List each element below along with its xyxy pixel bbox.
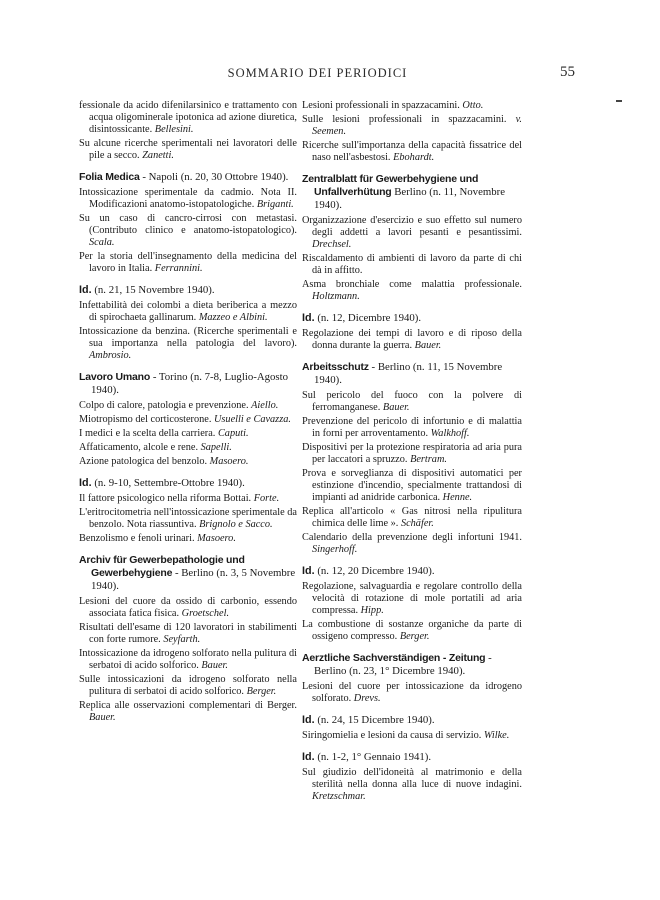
- article-entry: Affaticamento, alcole e rene. Sapelli.: [79, 442, 232, 453]
- left-column: [79, 100, 297, 726]
- margin-mark: [616, 100, 622, 102]
- running-title: SOMMARIO DEI PERIODICI: [227, 66, 408, 80]
- journal-heading: Arbeitsschutz - Berlino (n. 11, 15 Novembre 1940).: [302, 361, 503, 386]
- journal-heading: Aerztliche Sachverständigen - Zeitung - Berlino (n. 23, 1° Dicembre 1940).: [302, 652, 492, 677]
- article-entry: Intossicazione sperimentale da cadmio. Nota II. Modificazioni anatomo-istopatologiche. Briganti.: [79, 187, 297, 210]
- article-entry: Intossicazione da benzina. (Ricerche sperimentali e sua importanza nella patologia del lavoro). Ambrosio.: [79, 326, 297, 361]
- article-entry: Replica alle osservazioni complementari di Berger. Bauer.: [79, 700, 297, 723]
- issue-heading: Id. (n. 1-2, 1° Gennaio 1941).: [302, 751, 432, 763]
- article-entry: Prova e sorveglianza di dispositivi automatici per estinzione d'incendio, specialmente trattandosi di impianti ad anidride carbonica. Henne.: [302, 468, 522, 503]
- article-entry: I medici e la scelta della carriera. Caputi.: [79, 428, 249, 439]
- article-entry: L'eritrocitometria nell'intossicazione sperimentale da benzolo. Nota riassuntiva. Brignolo e Sacco.: [79, 507, 297, 530]
- article-entry: Sulle lesioni professionali in spazzacamini. v. Seemen.: [302, 114, 522, 137]
- article-entry: Sulle intossicazioni da idrogeno solforato nella pulitura di serbatoi di acido solforico. Berger.: [79, 674, 297, 697]
- article-entry: Organizzazione d'esercizio e suo effetto sul numero degli addetti a lavori pesanti e pesantissimi. Drechsel.: [302, 215, 522, 250]
- article-entry: Replica all'articolo « Gas nitrosi nella ripulitura chimica delle lime ». Schäfer.: [302, 506, 522, 529]
- article-entry: Asma bronchiale come malattia professionale. Holtzmann.: [302, 279, 522, 302]
- article-entry: Miotropismo del corticosterone. Usuelli e Cavazza.: [79, 414, 291, 425]
- article-entry: Lesioni del cuore per intossicazione da idrogeno solforato. Drevs.: [302, 681, 522, 704]
- article-entry: Dispositivi per la protezione respiratoria ad aria pura per laccatori a spruzzo. Bertram.: [302, 442, 522, 465]
- article-entry: Azione patologica del benzolo. Masoero.: [79, 456, 249, 467]
- issue-heading: Id. (n. 12, Dicembre 1940).: [302, 312, 422, 324]
- article-entry: Prevenzione del pericolo di infortunio e di malattia in forni per arroventamento. Walkhoff.: [302, 416, 522, 439]
- page-number: 55: [560, 64, 575, 80]
- page-header: [60, 66, 575, 90]
- right-column: [302, 100, 522, 805]
- article-entry: Intossicazione da idrogeno solforato nella pulitura di serbatoi di acido solforico. Bauer.: [79, 648, 297, 671]
- article-entry: Per la storia dell'insegnamento della medicina del lavoro in Italia. Ferrannini.: [79, 251, 297, 274]
- article-entry: Calendario della prevenzione degli infortuni 1941. Singerhoff.: [302, 532, 522, 555]
- article-entry: Sul giudizio dell'idoneità al matrimonio e della sterilità nella donna alla luce di nuove indagini. Kretzschmar.: [302, 767, 522, 802]
- issue-heading: Id. (n. 24, 15 Dicembre 1940).: [302, 714, 435, 726]
- journal-heading: Lavoro Umano - Torino (n. 7-8, Luglio-Agosto 1940).: [79, 371, 289, 396]
- article-entry: Colpo di calore, patologia e prevenzione. Aiello.: [79, 400, 279, 411]
- article-entry: Su un caso di cancro-cirrosi con metastasi. (Contributo clinico e anatomo-istopatologico). Scala.: [79, 213, 297, 248]
- journal-heading: Archiv für Gewerbepathologie und Gewerbehygiene - Berlino (n. 3, 5 Novembre 1940).: [79, 554, 296, 592]
- article-entry: Su alcune ricerche sperimentali nei lavoratori delle pile a secco. Zanetti.: [79, 138, 297, 161]
- journal-heading: Folia Medica - Napoli (n. 20, 30 Ottobre 1940).: [79, 171, 289, 183]
- article-entry: fessionale da acido difenilarsinico e trattamento con acqua oligominerale ipotonica ad azione diuretica, disintossicante. Bellesini.: [79, 100, 297, 135]
- issue-heading: Id. (n. 21, 15 Novembre 1940).: [79, 284, 215, 296]
- article-entry: Lesioni professionali in spazzacamini. Otto.: [302, 100, 484, 111]
- journal-heading: Zentralblatt für Gewerbehygiene und Unfallverhütung Berlino (n. 11, Novembre 1940).: [302, 173, 506, 211]
- article-entry: Siringomielia e lesioni da causa di servizio. Wilke.: [302, 730, 510, 741]
- article-entry: La combustione di sostanze organiche da parte di ossigeno compresso. Berger.: [302, 619, 522, 642]
- issue-heading: Id. (n. 9-10, Settembre-Ottobre 1940).: [79, 477, 245, 489]
- issue-heading: Id. (n. 12, 20 Dicembre 1940).: [302, 565, 435, 577]
- article-entry: Sul pericolo del fuoco con la polvere di ferromanganese. Bauer.: [302, 390, 522, 413]
- article-entry: Infettabilità dei colombi a dieta beriberica a mezzo di spirochaeta gallinarum. Mazzeo e Albini.: [79, 300, 297, 323]
- article-entry: Regolazione, salvaguardia e regolare controllo della velocità di rotazione di mole portatili ad aria compressa. Hipp.: [302, 581, 522, 616]
- article-entry: Ricerche sull'importanza della capacità fissatrice del naso nell'asbestosi. Ebohardt.: [302, 140, 522, 163]
- article-entry: Regolazione dei tempi di lavoro e di riposo della donna durante la guerra. Bauer.: [302, 328, 522, 351]
- article-entry: Riscaldamento di ambienti di lavoro da parte di chi dà in affitto.: [302, 253, 522, 276]
- article-entry: Lesioni del cuore da ossido di carbonio, essendo associata fatica fisica. Groetschel.: [79, 596, 297, 619]
- article-entry: Il fattore psicologico nella riforma Bottai. Forte.: [79, 493, 280, 504]
- article-entry: Benzolismo e fenoli urinari. Masoero.: [79, 533, 236, 544]
- article-entry: Risultati dell'esame di 120 lavoratori in stabilimenti con forte rumore. Seyfarth.: [79, 622, 297, 645]
